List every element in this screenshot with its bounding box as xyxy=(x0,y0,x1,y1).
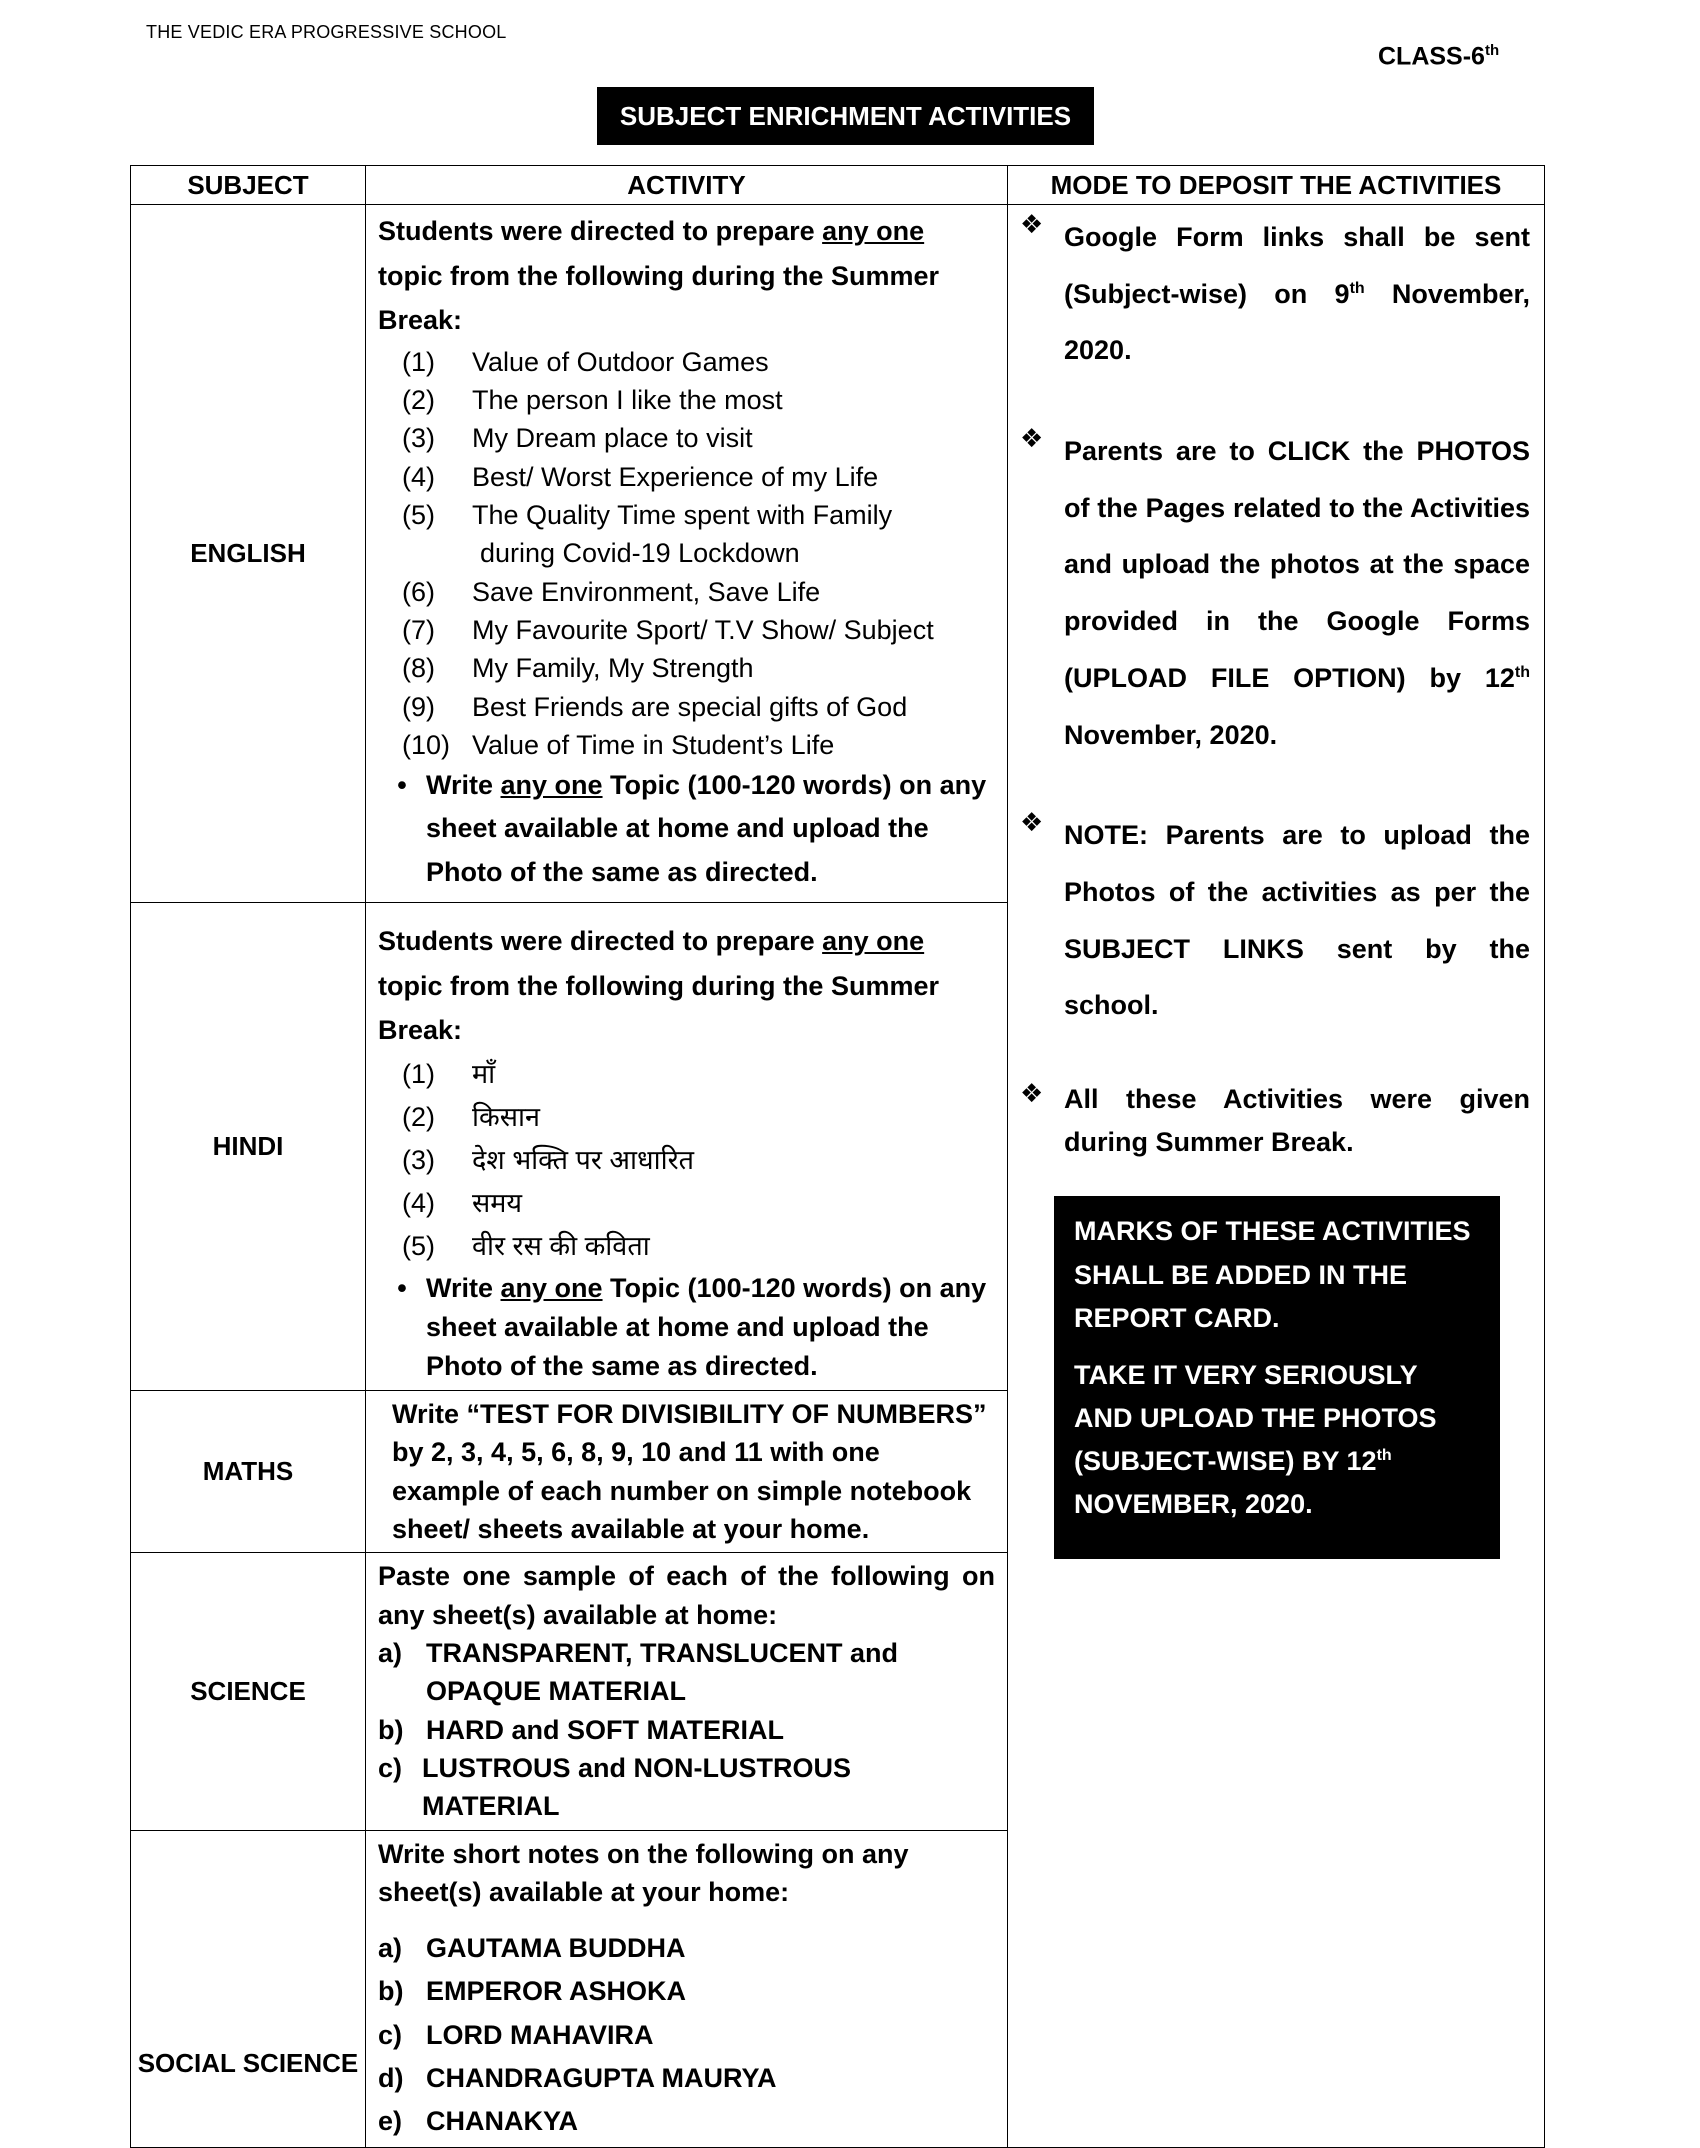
maths-text: Write “TEST FOR DIVISIBILITY OF NUMBERS” by 2, 3, 4, 5, 6, 8, 9, 10 and 11 with one example of each number on simple notebook sheet/ sheets available at your home. xyxy=(392,1399,987,1544)
column-header-mode: MODE TO DEPOSIT THE ACTIVITIES xyxy=(1008,166,1545,205)
activity-english xyxy=(366,205,1008,903)
list-item xyxy=(378,2057,995,2100)
english-intro xyxy=(378,209,995,343)
class-label-text: CLASS-6 xyxy=(1378,42,1485,71)
item-letter: b) xyxy=(378,1714,404,1745)
item-text: LORD MAHAVIRA xyxy=(426,2019,654,2050)
marks-p2-sup: th xyxy=(1376,1447,1392,1465)
subject-maths: MATHS xyxy=(131,1391,366,1553)
list-item xyxy=(402,573,995,611)
list-item xyxy=(378,1970,995,2013)
class-label xyxy=(1378,42,1499,71)
hindi-instruction xyxy=(378,1269,995,1386)
subject-english: ENGLISH xyxy=(131,205,366,903)
topic-text: वीर रस की कविता xyxy=(472,1231,650,1262)
marks-p2-b: NOVEMBER, 2020. xyxy=(1074,1489,1313,1520)
mode2-sup: th xyxy=(1514,663,1530,681)
bullet-icon: • xyxy=(397,1272,407,1303)
list-item xyxy=(402,343,995,381)
topic-number: (1) xyxy=(402,1058,435,1089)
list-item xyxy=(378,2100,995,2143)
topic-text: The Quality Time spent with Family xyxy=(472,499,893,530)
hindi-intro xyxy=(378,919,995,1053)
item-text: LUSTROUS and NON-LUSTROUS MATERIAL xyxy=(422,1752,851,1822)
hindi-bullet-underlined: any one xyxy=(500,1272,603,1303)
english-bullet-underlined: any one xyxy=(500,770,603,801)
topic-text: Best/ Worst Experience of my Life xyxy=(472,461,879,492)
item-letter: e) xyxy=(378,2106,403,2137)
item-letter: c) xyxy=(378,2019,403,2050)
english-intro-b: topic from the following during the Summer Break: xyxy=(378,260,939,336)
list-item xyxy=(402,496,995,534)
column-header-activity: ACTIVITY xyxy=(366,166,1008,205)
hindi-topic-list xyxy=(378,1053,995,1269)
list-item xyxy=(402,611,995,649)
social-science-list xyxy=(378,1927,995,2143)
marks-notice-p1: MARKS OF THESE ACTIVITIES SHALL BE ADDED IN THE REPORT CARD. xyxy=(1074,1216,1471,1333)
list-item xyxy=(378,1927,995,1970)
english-instruction-text xyxy=(426,764,995,894)
science-list xyxy=(378,1634,995,1826)
topic-number: (6) xyxy=(402,576,435,607)
list-item xyxy=(402,1096,995,1139)
activity-maths xyxy=(366,1391,1008,1553)
marks-notice-box xyxy=(1054,1196,1500,1558)
mode-item-google-form xyxy=(1020,209,1530,379)
diamond-bullet-icon: ❖ xyxy=(1020,423,1044,454)
marks-notice-p2 xyxy=(1074,1354,1480,1527)
list-item xyxy=(402,688,995,726)
topic-number: (7) xyxy=(402,614,435,645)
list-item xyxy=(402,381,995,419)
mode-text-1 xyxy=(1064,209,1530,379)
topic-continuation: during Covid-19 Lockdown xyxy=(480,538,800,569)
mode-item-summer-break xyxy=(1020,1078,1530,1164)
english-topic-list xyxy=(378,343,995,765)
topic-number: (4) xyxy=(402,1188,435,1219)
list-item xyxy=(402,726,995,764)
topic-text: Value of Time in Student’s Life xyxy=(472,729,835,760)
mode2-a: Parents are to CLICK the PHOTOS of the Pages related to the Activities and upload the photos at the space provided in the Google Forms (UPLOAD FILE OPTION) by 12 xyxy=(1064,436,1530,693)
diamond-bullet-icon: ❖ xyxy=(1020,209,1044,239)
topic-number: (10) xyxy=(402,729,451,760)
item-text: EMPEROR ASHOKA xyxy=(426,1976,687,2007)
list-item xyxy=(402,1053,995,1096)
table-header-row xyxy=(131,166,1545,205)
item-letter: a) xyxy=(378,1933,403,1964)
activities-table xyxy=(130,165,1545,2148)
social-science-intro: Write short notes on the following on any sheet(s) available at your home: xyxy=(378,1838,909,1907)
topic-number: (1) xyxy=(402,346,435,377)
mode-item-note xyxy=(1020,807,1530,1034)
topic-text: Best Friends are special gifts of God xyxy=(472,691,908,722)
bullet-icon: • xyxy=(397,770,407,801)
topic-number: (8) xyxy=(402,653,435,684)
mode-text-4: All these Activities were given during Summer Break. xyxy=(1064,1083,1530,1158)
item-letter: a) xyxy=(378,1637,403,1668)
list-item xyxy=(402,1139,995,1182)
list-item xyxy=(402,458,995,496)
list-item xyxy=(402,649,995,687)
column-header-subject: SUBJECT xyxy=(131,166,366,205)
subject-social-science: SOCIAL SCIENCE xyxy=(131,1830,366,2148)
subject-hindi: HINDI xyxy=(131,903,366,1391)
list-item xyxy=(402,419,995,457)
english-instruction xyxy=(378,764,995,894)
diamond-bullet-icon: ❖ xyxy=(1020,807,1044,838)
hindi-bullet-a: Write xyxy=(426,1272,501,1303)
list-item xyxy=(402,1182,995,1225)
hindi-bullet-b: Topic (100-120 words) on any sheet available at home and upload the Photo of the same as directed. xyxy=(426,1272,987,1381)
subject-science: SCIENCE xyxy=(131,1553,366,1830)
item-text: CHANDRAGUPTA MAURYA xyxy=(426,2062,777,2093)
topic-text: देश भक्ति पर आधारित xyxy=(472,1145,695,1176)
activity-hindi xyxy=(366,903,1008,1391)
item-letter: d) xyxy=(378,2062,404,2093)
topic-number: (5) xyxy=(402,1231,435,1262)
topic-text: My Favourite Sport/ T.V Show/ Subject xyxy=(472,614,934,645)
topic-number: (4) xyxy=(402,461,435,492)
mode1-sup: th xyxy=(1349,279,1365,297)
topic-number: (2) xyxy=(402,1101,435,1132)
hindi-intro-a: Students were directed to prepare xyxy=(378,926,823,956)
topic-number: (3) xyxy=(402,1145,435,1176)
list-item xyxy=(402,1225,995,1268)
mode-text-3: NOTE: Parents are to upload the Photos of the activities as per the SUBJECT LINKS sent by the school. xyxy=(1064,820,1530,1021)
item-text: HARD and SOFT MATERIAL xyxy=(426,1714,784,1745)
table-row-english xyxy=(131,205,1545,903)
list-item xyxy=(378,1711,995,1749)
topic-text: किसान xyxy=(472,1101,540,1132)
item-text: GAUTAMA BUDDHA xyxy=(426,1933,686,1964)
item-letter: c) xyxy=(378,1752,403,1783)
science-intro: Paste one sample of each of the following on any sheet(s) available at home: xyxy=(378,1561,995,1630)
topic-text: Save Environment, Save Life xyxy=(472,576,821,607)
topic-text: माँ xyxy=(472,1058,496,1089)
topic-text: The person I like the most xyxy=(472,384,783,415)
marks-p2-a: TAKE IT VERY SERIOUSLY AND UPLOAD THE PHOTOS (SUBJECT-WISE) BY 12 xyxy=(1074,1359,1437,1477)
hindi-instruction-text xyxy=(426,1269,995,1386)
hindi-intro-underlined: any one xyxy=(822,926,925,956)
item-text: CHANAKYA xyxy=(426,2106,579,2137)
activity-social-science xyxy=(366,1830,1008,2148)
mode-text-2 xyxy=(1064,423,1530,763)
mode2-b: November, 2020. xyxy=(1064,719,1278,750)
topic-number: (9) xyxy=(402,691,435,722)
topic-text: Value of Outdoor Games xyxy=(472,346,769,377)
item-text: TRANSPARENT, TRANSLUCENT and OPAQUE MATERIAL xyxy=(426,1637,898,1707)
mode-cell xyxy=(1008,205,1545,2148)
diamond-bullet-icon: ❖ xyxy=(1020,1077,1044,1108)
page-title: SUBJECT ENRICHMENT ACTIVITIES xyxy=(597,87,1094,145)
school-name: THE VEDIC ERA PROGRESSIVE SCHOOL xyxy=(146,22,507,42)
mode1-b: November, 2020. xyxy=(1064,278,1530,366)
mode1-a: Google Form links shall be sent (Subject-wise) on 9 xyxy=(1064,222,1530,309)
item-letter: b) xyxy=(378,1976,404,2007)
class-label-suffix: th xyxy=(1484,42,1500,59)
english-bullet-b: Topic (100-120 words) on any sheet available at home and upload the Photo of the same as directed. xyxy=(426,770,987,887)
english-intro-a: Students were directed to prepare xyxy=(378,216,823,246)
hindi-intro-b: topic from the following during the Summer Break: xyxy=(378,970,939,1046)
mode-item-click-photos xyxy=(1020,423,1530,763)
english-intro-underlined: any one xyxy=(822,216,925,246)
activity-science xyxy=(366,1553,1008,1830)
topic-number: (2) xyxy=(402,384,435,415)
list-item xyxy=(378,2014,995,2057)
list-item xyxy=(378,1634,995,1711)
topic-text: My Dream place to visit xyxy=(472,423,753,454)
english-bullet-a: Write xyxy=(426,770,501,801)
topic-number: (5) xyxy=(402,499,435,530)
topic-text: My Family, My Strength xyxy=(472,653,754,684)
topic-number: (3) xyxy=(402,423,435,454)
list-item xyxy=(378,1749,995,1826)
topic-text: समय xyxy=(472,1188,523,1219)
